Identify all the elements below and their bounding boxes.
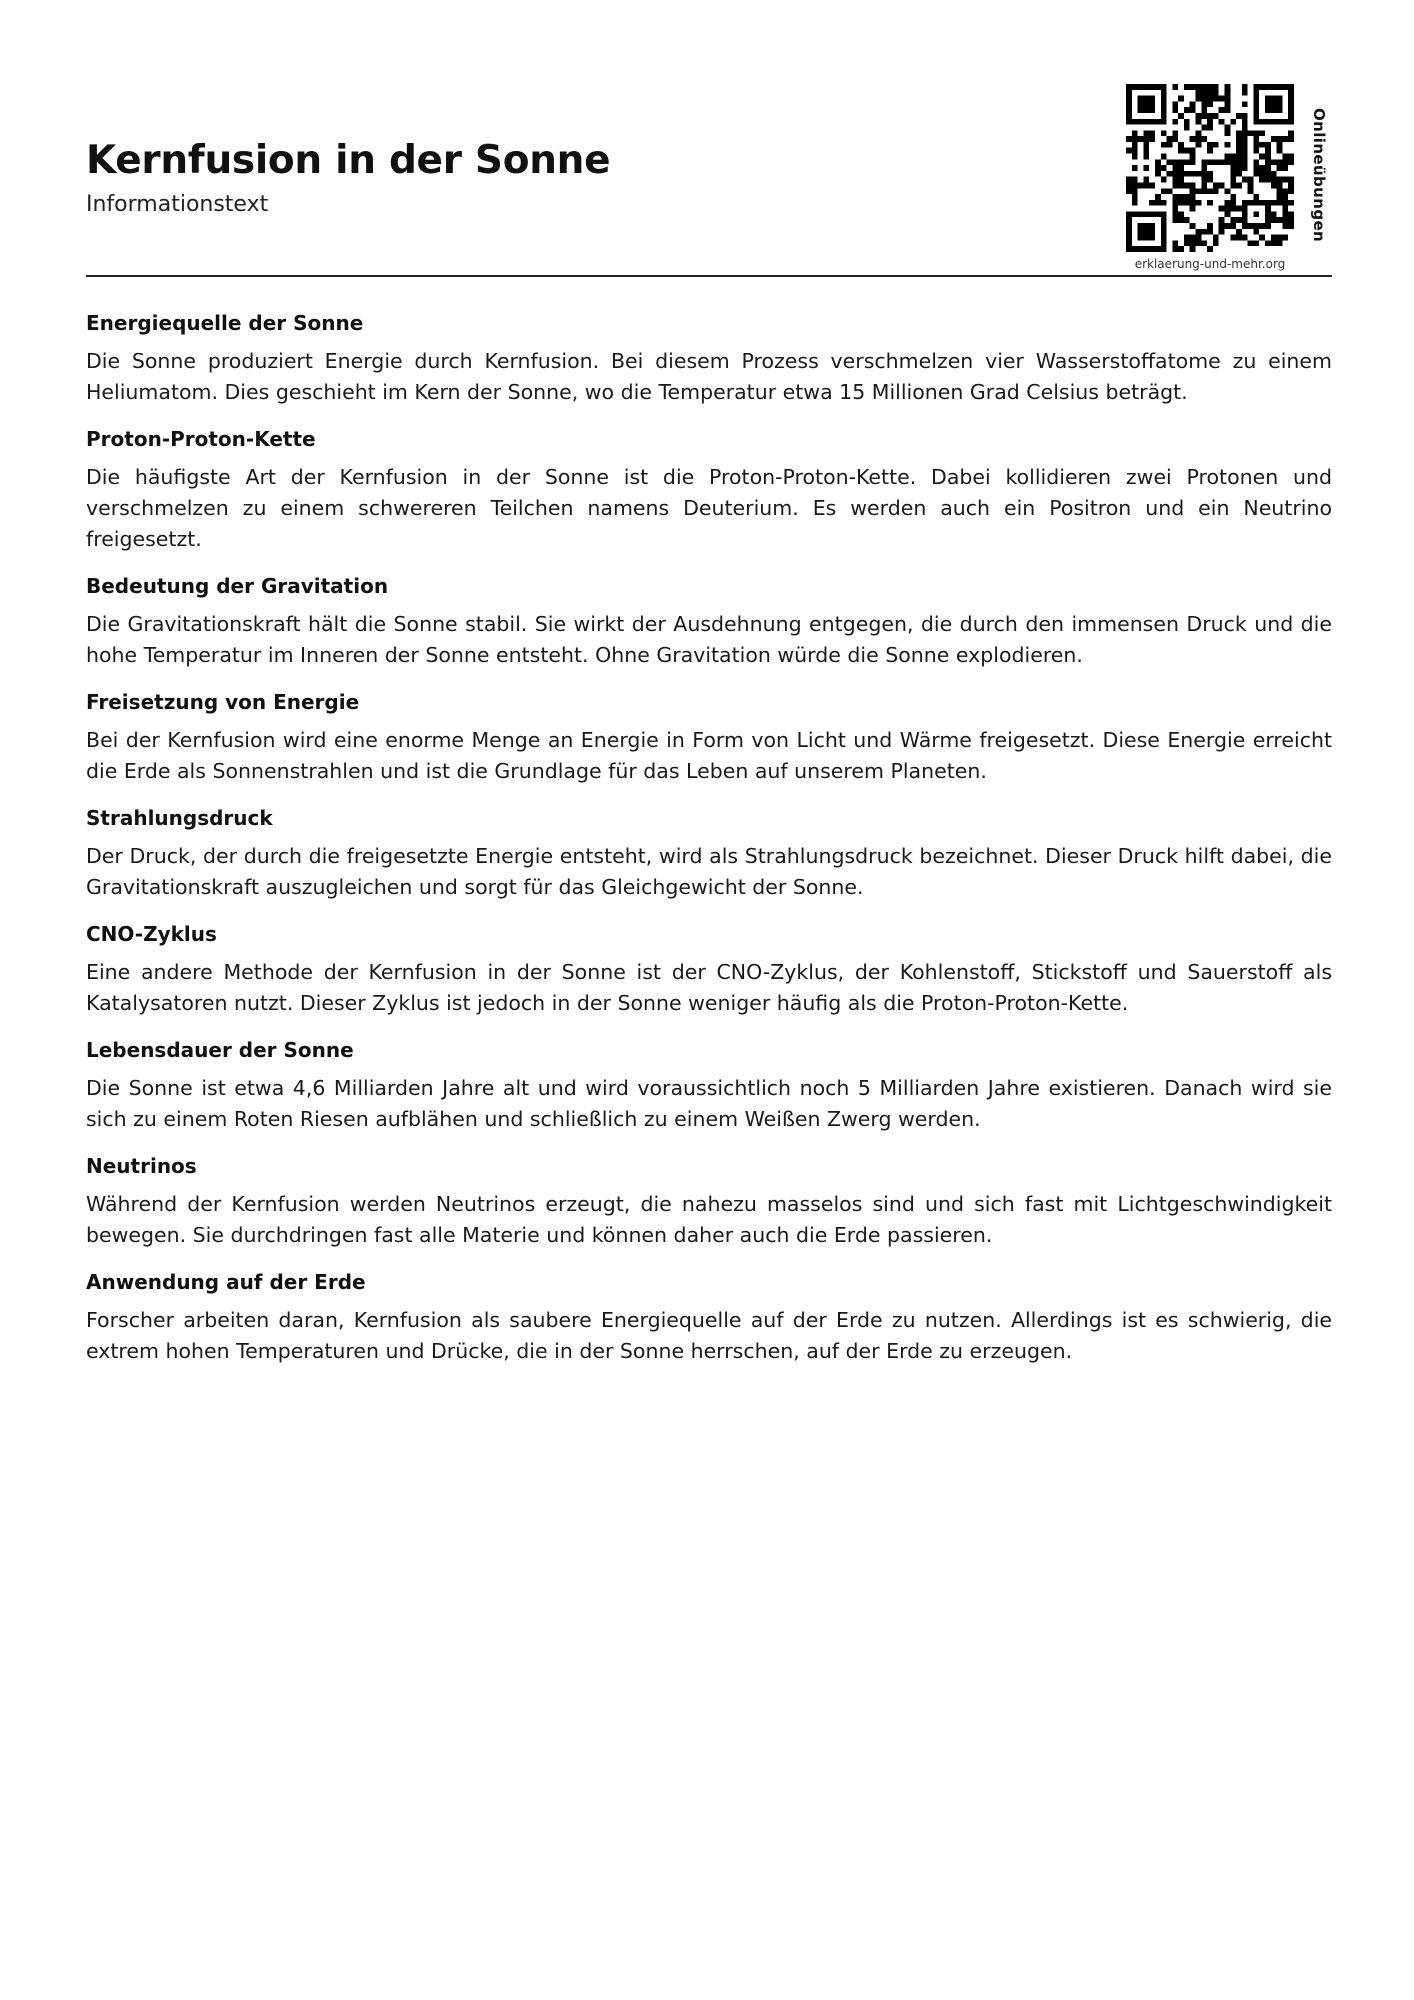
page-title: Kernfusion in der Sonne <box>86 138 611 183</box>
section-heading: Strahlungsdruck <box>86 806 273 830</box>
article-content <box>86 310 1332 1385</box>
section-heading: Bedeutung der Gravitation <box>86 574 389 598</box>
section-text: Der Druck, der durch die freigesetzte Energie entsteht, wird als Strahlungsdruck bezeichnet. Dieser Druck hilft dabei, die Gravitationskraft auszugleichen und sorgt für das Gleichgewicht der Sonne. <box>86 844 1332 899</box>
online-exercises-label: Onlineübungen <box>1310 108 1328 243</box>
section-text: Bei der Kernfusion wird eine enorme Menge an Energie in Form von Licht und Wärme freigesetzt. Diese Energie erreicht die Erde als Sonnenstrahlen und ist die Grundlage für das Leben auf unserem Planeten. <box>86 728 1332 783</box>
section-text: Die Sonne ist etwa 4,6 Milliarden Jahre alt und wird voraussichtlich noch 5 Milliarden Jahre existieren. Danach wird sie sich zu einem Roten Riesen aufblähen und schließlich zu einem Weißen Zwerg werden. <box>86 1076 1332 1131</box>
qr-code-graphic <box>1126 84 1294 252</box>
section-gravitation <box>86 573 1332 671</box>
section-earth-application <box>86 1269 1332 1367</box>
section-heading: CNO-Zyklus <box>86 922 217 946</box>
section-neutrinos <box>86 1153 1332 1251</box>
section-text: Die Gravitationskraft hält die Sonne stabil. Sie wirkt der Ausdehnung entgegen, die durch den immensen Druck und die hohe Temperatur im Inneren der Sonne entsteht. Ohne Gravitation würde die Sonne explodieren. <box>86 612 1332 667</box>
section-heading: Lebensdauer der Sonne <box>86 1038 354 1062</box>
section-cno-cycle <box>86 921 1332 1019</box>
section-energy-release <box>86 689 1332 787</box>
section-text: Die häufigste Art der Kernfusion in der Sonne ist die Proton-Proton-Kette. Dabei kollidieren zwei Protonen und verschmelzen zu einem schwereren Teilchen namens Deuterium. Es werden auch ein Positron und ein Neutrino freigesetzt. <box>86 465 1332 551</box>
qr-code-icon[interactable] <box>1126 84 1294 252</box>
section-radiation-pressure <box>86 805 1332 903</box>
section-text: Während der Kernfusion werden Neutrinos erzeugt, die nahezu masselos sind und sich fast mit Lichtgeschwindigkeit bewegen. Sie durchdringen fast alle Materie und können daher auch die Erde passieren. <box>86 1192 1332 1247</box>
page-header <box>86 80 1332 277</box>
section-lifetime <box>86 1037 1332 1135</box>
section-text: Eine andere Methode der Kernfusion in der Sonne ist der CNO-Zyklus, der Kohlenstoff, Stickstoff und Sauerstoff als Katalysatoren nutzt. Dieser Zyklus ist jedoch in der Sonne weniger häufig als die Proton-Proton-Kette. <box>86 960 1332 1015</box>
section-energy-source <box>86 310 1332 408</box>
section-heading: Anwendung auf der Erde <box>86 1270 366 1294</box>
section-heading: Neutrinos <box>86 1154 197 1178</box>
section-heading: Energiequelle der Sonne <box>86 311 364 335</box>
section-heading: Freisetzung von Energie <box>86 690 360 714</box>
page-subtitle: Informationstext <box>86 192 269 217</box>
section-text: Forscher arbeiten daran, Kernfusion als saubere Energiequelle auf der Erde zu nutzen. Allerdings ist es schwierig, die extrem hohen Temperaturen und Drücke, die in der Sonne herrschen, auf der Erde zu erzeugen. <box>86 1308 1332 1363</box>
section-heading: Proton-Proton-Kette <box>86 427 316 451</box>
site-url: erklaerung-und-mehr.org <box>1134 257 1286 271</box>
section-text: Die Sonne produziert Energie durch Kernfusion. Bei diesem Prozess verschmelzen vier Wasserstoffatome zu einem Heliumatom. Dies geschieht im Kern der Sonne, wo die Temperatur etwa 15 Millionen Grad Celsius beträgt. <box>86 349 1332 404</box>
section-proton-chain <box>86 426 1332 555</box>
